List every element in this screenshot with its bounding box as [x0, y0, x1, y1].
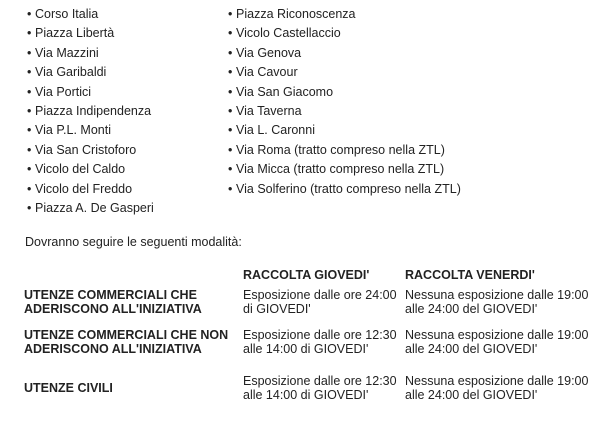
cell-venerdi: Nessuna esposizione dalle 19:00 alle 24:00 del GIOVEDI'	[405, 327, 589, 356]
street-item	[27, 141, 154, 160]
bullet-icon: •	[228, 26, 233, 41]
bullet-icon: •	[27, 123, 32, 138]
bullet-icon: •	[27, 7, 32, 21]
street-list-right-column	[228, 5, 461, 199]
street-name: Via Genova	[236, 45, 302, 60]
bullet-icon: •	[27, 142, 32, 157]
street-item	[27, 63, 154, 82]
cell-giovedi: Esposizione dalle ore 12:30 alle 14:00 di GIOVEDI'	[243, 327, 397, 356]
bullet-icon: •	[27, 181, 32, 196]
street-item	[27, 5, 154, 24]
row-label: UTENZE CIVILI	[24, 380, 113, 395]
street-name: Vicolo del Caldo	[35, 162, 126, 177]
table-row	[24, 365, 595, 411]
bullet-icon: •	[27, 162, 32, 177]
collection-schedule-table	[24, 265, 595, 411]
street-name: Vicolo Castellaccio	[236, 26, 341, 41]
row-label: UTENZE COMMERCIALI CHE ADERISCONO ALL'INIZIATIVA	[24, 287, 202, 316]
table-header-row	[24, 265, 595, 285]
street-name: Via P.L. Monti	[35, 123, 111, 138]
bullet-icon: •	[27, 84, 32, 99]
street-name: Via Cavour	[236, 65, 298, 80]
street-item	[27, 121, 154, 140]
street-name: Via Roma (tratto compreso nella ZTL)	[236, 142, 445, 157]
street-item	[27, 160, 154, 179]
street-item	[228, 180, 461, 199]
bullet-icon: •	[228, 181, 233, 196]
street-name: Via Garibaldi	[35, 65, 107, 80]
table-row	[24, 285, 595, 319]
street-item	[228, 24, 461, 43]
bullet-icon: •	[228, 142, 233, 157]
street-item	[228, 141, 461, 160]
street-name: Via Solferino (tratto compreso nella ZTL)	[236, 181, 461, 196]
street-name: Via Taverna	[236, 103, 302, 118]
table-row	[24, 319, 595, 365]
table-header-venerdi: RACCOLTA VENERDI'	[405, 267, 535, 282]
street-name: Piazza Indipendenza	[35, 103, 152, 118]
cell-giovedi: Esposizione dalle ore 24:00 di GIOVEDI'	[243, 287, 397, 316]
street-item	[27, 102, 154, 121]
street-item	[27, 24, 154, 43]
street-name: Piazza Riconoscenza	[236, 7, 356, 21]
street-name: Via Portici	[35, 84, 92, 99]
street-list-left-column	[27, 5, 154, 218]
row-label: UTENZE COMMERCIALI CHE NON ADERISCONO ALL'INIZIATIVA	[24, 327, 229, 356]
bullet-icon: •	[228, 84, 233, 99]
street-item	[228, 121, 461, 140]
street-item	[27, 83, 154, 102]
bullet-icon: •	[228, 103, 233, 118]
bullet-icon: •	[228, 45, 233, 60]
street-name: Via Mazzini	[35, 45, 99, 60]
street-item	[27, 199, 154, 218]
street-name: Via San Giacomo	[236, 84, 334, 99]
table-header-giovedi: RACCOLTA GIOVEDI'	[243, 267, 370, 282]
cell-venerdi: Nessuna esposizione dalle 19:00 alle 24:00 del GIOVEDI'	[405, 287, 589, 316]
street-item	[228, 160, 461, 179]
bullet-icon: •	[27, 26, 32, 41]
street-item	[228, 5, 461, 24]
street-name: Piazza Libertà	[35, 26, 115, 41]
street-item	[228, 44, 461, 63]
street-item	[27, 180, 154, 199]
bullet-icon: •	[228, 123, 233, 138]
street-item	[228, 102, 461, 121]
bullet-icon: •	[27, 45, 32, 60]
street-name: Corso Italia	[35, 7, 99, 21]
bullet-icon: •	[228, 162, 233, 177]
table-header-empty	[24, 265, 243, 285]
street-name: Via San Cristoforo	[35, 142, 137, 157]
cell-venerdi: Nessuna esposizione dalle 19:00 alle 24:00 del GIOVEDI'	[405, 373, 589, 402]
street-name: Via L. Caronni	[236, 123, 315, 138]
bullet-icon: •	[27, 200, 32, 215]
bullet-icon: •	[27, 65, 32, 80]
street-item	[228, 63, 461, 82]
bullet-icon: •	[27, 103, 32, 118]
street-item	[27, 44, 154, 63]
street-item	[228, 83, 461, 102]
street-name: Piazza A. De Gasperi	[35, 200, 154, 215]
intro-text: Dovranno seguire le seguenti modalità:	[25, 235, 242, 249]
street-name: Via Micca (tratto compreso nella ZTL)	[236, 162, 445, 177]
bullet-icon: •	[228, 65, 233, 80]
cell-giovedi: Esposizione dalle ore 12:30 alle 14:00 di GIOVEDI'	[243, 373, 397, 402]
bullet-icon: •	[228, 7, 233, 21]
street-name: Vicolo del Freddo	[35, 181, 133, 196]
